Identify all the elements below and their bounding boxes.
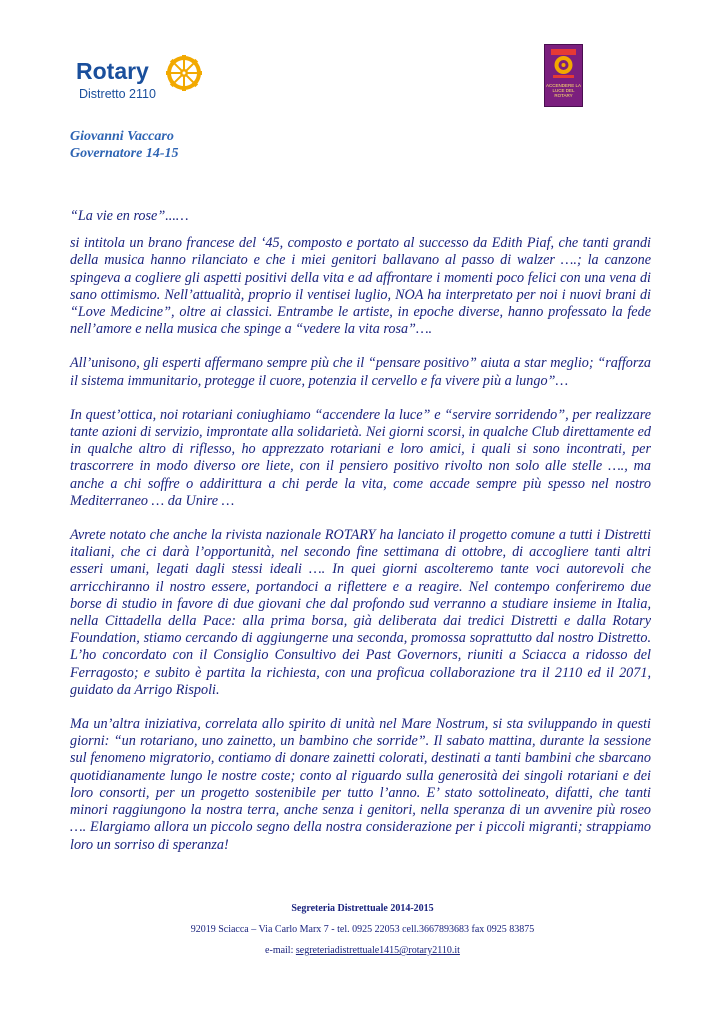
letter-title: “La vie en rose”...… (70, 208, 189, 224)
footer-email-line (0, 944, 725, 957)
paragraph-3: In quest’ottica, noi rotariani coniughiamo “accendere la luce” e “servire sorridendo”, per realizzare tante azioni di servizio, improntate alla solidarietà. Nei giorni scorsi, in qualche Club direttamente ed in qualche altro di riflesso, ho apprezzato rotariani e loro amici, i quali si sono incontrati, per trascorrere in modo diverso ore liete, con il pensiero positivo rivolto non solo alle stelle …., ma anche a chi soffre o addirittura a chi perde la vita, come accade sempre più spesso nel nostro Mediterraneo … da Unire … (70, 406, 651, 509)
logo-wordmark: Rotary (76, 58, 149, 84)
letter-body (70, 208, 651, 871)
author-block (70, 128, 179, 162)
paragraph-5: Ma un’altra iniziativa, correlata allo spirito di unità nel Mare Nostrum, si sta sviluppando in questi giorni: “un rotariano, uno zainetto, un bambino che sorride”. Il sabato mattina, durante la sessione sul fenomeno migratorio, contiamo di donare zainetti colorati, destinati a tanti bambini che sbarcano quotidianamente lungo le nostre coste; conto al riguardo sulla generosità dei singoli rotariani e dei loro consorti, per un progetto sostenibile per tutto l’anno. E’ stato sottolineato, difatti, che tanti minori raggiungono la nostra terra, anche senza i genitori, nella speranza di un avvenire più roseo …. Elargiamo allora un piccolo segno della nostra considerazione per i piccoli migranti; strappiamo loro un sorriso di speranza! (70, 716, 651, 853)
footer-email-link[interactable]: segreteriadistrettuale1415@rotary2110.it (295, 945, 460, 956)
footer-email-label: e-mail: (265, 945, 296, 956)
author-role: Governatore 14-15 (70, 146, 179, 161)
rotary-wheel-icon (166, 55, 202, 91)
footer (0, 902, 725, 957)
author-name: Giovanni Vaccaro (70, 129, 174, 144)
badge-emblem-icon (545, 45, 582, 83)
paragraph-2: All’unisono, gli esperti affermano sempre più che il “pensare positivo” aiuta a star meglio; “rafforza il sistema immunitario, protegge il cuore, potenzia il cervello e fa vivere più a lungo”… (70, 355, 651, 389)
rotary-logo (76, 55, 216, 107)
footer-office: Segreteria Distrettuale 2014-2015 (291, 903, 434, 914)
footer-address: 92019 Sciacca – Via Carlo Marx 7 - tel. 0925 22053 cell.3667893683 fax 0925 83875 (190, 924, 535, 935)
badge-caption: ACCENDERE LA LUCE DEL ROTARY (545, 83, 581, 98)
paragraph-1: si intitola un brano francese del ‘45, composto e portato al successo da Edith Piaf, che tanti grandi della musica hanno rilanciato e che i miei genitori ballavano al passo di walzer ….; la canzone spingeva a cogliere gli aspetti positivi della vita e ad affrontare i momenti poco felici con una vena di sano ottimismo. Nell’attualità, proprio il ventisei luglio, NOA ha interpretato per noi i nuovi brani di “Love Medicine”, oltre ai classici. Entrambe le artiste, in epoche diverse, hanno professato la fede nell’amore e nella musica che spinge a “vedere la vita rosa”…. (70, 235, 651, 338)
logo-district: Distretto 2110 (79, 87, 156, 101)
district-theme-badge (544, 44, 583, 107)
paragraph-4: Avrete notato che anche la rivista nazionale ROTARY ha lanciato il progetto comune a tutti i Distretti italiani, che ci darà l’opportunità, nel secondo fine settimana di ottobre, di accogliere tanti altri esseri umani, legati dagli stessi ideali …. In quei giorni ascolteremo tante voci autorevoli che arricchiranno il nostro essere, portandoci a riflettere e a reagire. Nel contempo conferiremo due borse di studio in favore di due giovani che dal profondo sud verranno a studiare insieme in Italia, nella Cittadella della Pace: alla prima borsa, già deliberata dai tredici Distretti e dalla Rotary Foundation, stiamo cercando di aggiungerne una seconda, promossa soprattutto dal nostro Distretto. L’ho concordato con il Consiglio Consultivo dei Past Governors, riuniti a Sciacca a ridosso del Ferragosto; e subito è partita la richiesta, con una proficua collaborazione tra il 2110 ed il 2071, guidato da Arrigo Rispoli. (70, 527, 651, 698)
